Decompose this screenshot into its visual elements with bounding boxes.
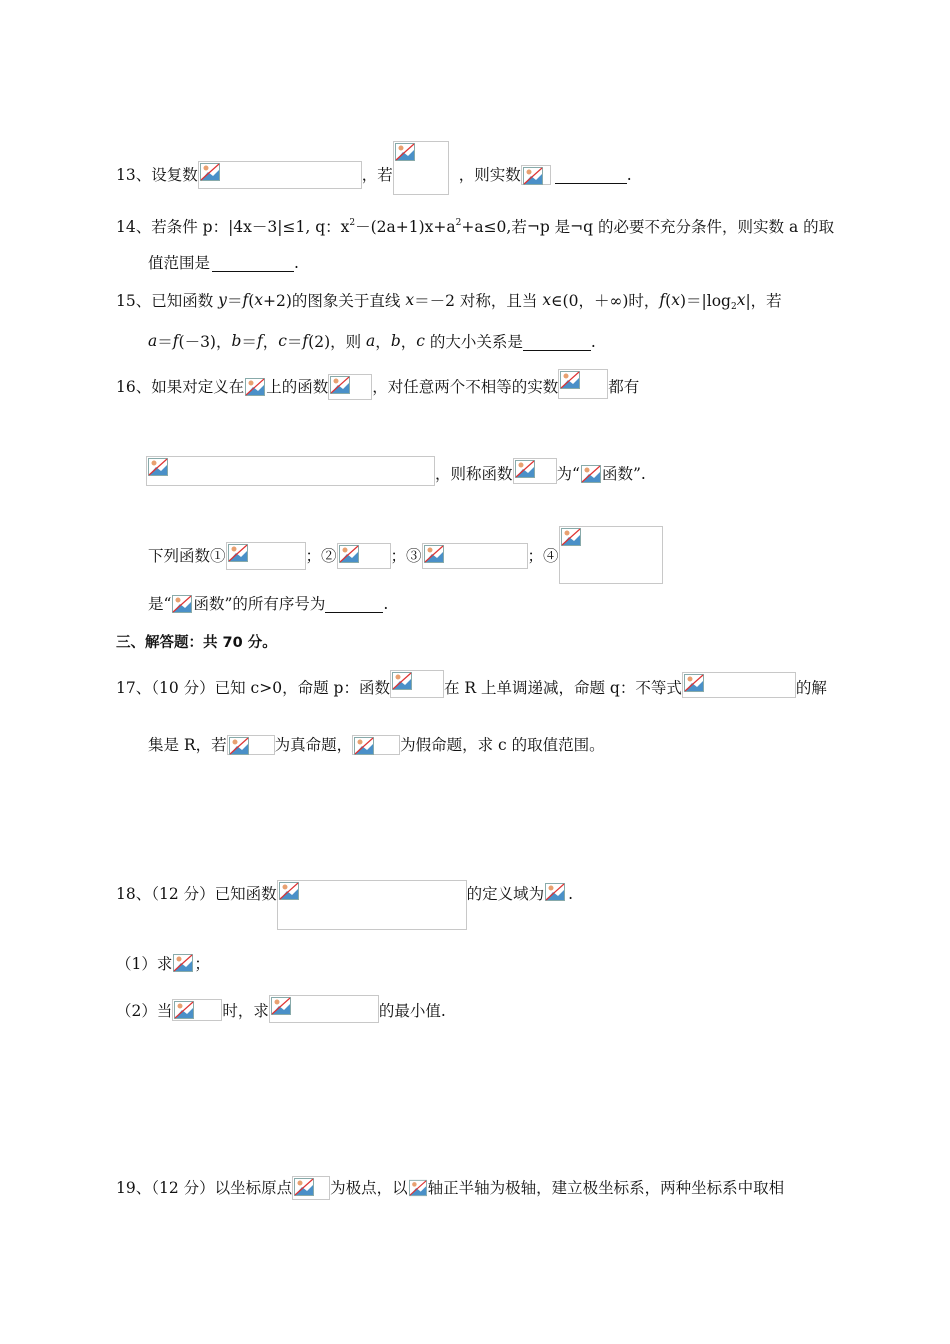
formula-image: [544, 882, 568, 904]
broken-image-icon: [581, 465, 601, 483]
broken-image-icon: [409, 1179, 427, 1197]
text: ；④: [527, 547, 559, 565]
formula-image: [328, 374, 372, 400]
math-var: y: [218, 291, 227, 309]
answer-blank: [325, 596, 383, 613]
formula-image: [337, 543, 391, 569]
formula-image: [277, 880, 467, 930]
broken-image-icon: [545, 883, 565, 901]
broken-image-icon: [279, 882, 299, 900]
formula-image: [352, 735, 400, 755]
text: 为真命题，: [274, 736, 353, 754]
text: 集是 R，若: [148, 736, 227, 754]
broken-image-icon: [354, 737, 374, 755]
text: ＝: [241, 333, 257, 351]
question-13: [116, 141, 632, 195]
text: +a≤0,若¬p 是¬q 的必要不充分条件，则实数 a 的取: [461, 218, 835, 237]
broken-image-icon: [174, 1001, 194, 1019]
text: 的定义域为: [466, 885, 545, 903]
math-var: b: [231, 332, 242, 350]
math-var: x: [254, 291, 264, 309]
formula-image: [422, 543, 528, 569]
text: .: [590, 333, 596, 351]
text: .: [294, 254, 299, 272]
superscript: 2: [349, 218, 356, 228]
formula-image: [513, 458, 557, 484]
formula-image: [580, 464, 602, 484]
broken-image-icon: [560, 371, 580, 389]
question-number: 13、: [116, 166, 152, 184]
math-var: c: [278, 332, 287, 350]
text: ；: [194, 955, 210, 973]
formula-image: [198, 161, 362, 189]
text: ，: [262, 333, 279, 351]
text: 在 R 上单调递减，命题 q：不等式: [443, 679, 682, 697]
text: 如果对定义在: [151, 378, 245, 396]
question-15-line-2: [148, 330, 596, 353]
formula-image: [682, 672, 796, 698]
broken-image-icon: [523, 167, 543, 185]
formula-image: [171, 594, 193, 614]
text: (2)，则: [308, 333, 367, 351]
text: ，: [400, 333, 417, 351]
answer-blank: [212, 255, 294, 272]
formula-image: [292, 1176, 330, 1200]
text: （12 分）以坐标原点: [151, 1179, 293, 1197]
question-number: 14、: [116, 218, 152, 237]
formula-image: [559, 526, 663, 584]
math-var: f: [302, 332, 309, 350]
text: 为极点，以: [330, 1179, 408, 1197]
text: 为假命题，求 c 的取值范围。: [400, 736, 605, 754]
text: +2)的图象关于直线: [263, 292, 406, 310]
broken-image-icon: [294, 1178, 314, 1196]
text: 时，求: [222, 1002, 269, 1020]
section-heading: 三、解答题：共 70 分。: [116, 635, 277, 651]
broken-image-icon: [148, 458, 168, 476]
text: 已知函数: [151, 292, 219, 310]
text: )＝|log: [679, 292, 731, 310]
broken-image-icon: [392, 672, 412, 690]
question-18-part-2: [116, 995, 446, 1023]
broken-image-icon: [271, 997, 291, 1015]
text: (: [665, 292, 672, 310]
text: 函数”.: [601, 465, 646, 483]
question-16-line-4: [148, 592, 388, 615]
text: ，则实数: [458, 166, 521, 184]
math-var: x: [405, 291, 415, 309]
math-var: f: [172, 332, 179, 350]
text: 函数”的所有序号为: [193, 595, 326, 613]
formula-image: [393, 141, 449, 195]
text: ，对任意两个不相等的实数: [372, 378, 559, 396]
math-var: x: [671, 291, 680, 309]
broken-image-icon: [684, 674, 704, 692]
text: (: [248, 292, 255, 310]
text: －(2a+1)x+a: [355, 218, 456, 237]
math-var: f: [659, 291, 666, 309]
broken-image-icon: [172, 595, 192, 613]
text: ，则称函数: [435, 465, 513, 483]
broken-image-icon: [330, 376, 350, 394]
text: 轴正半轴为极轴，建立极坐标系，两种坐标系中取相: [427, 1179, 785, 1197]
question-17-line-1: [116, 670, 827, 699]
text: （10 分）已知 c>0，命题 p：函数: [151, 679, 390, 697]
text: （2）当: [116, 1002, 173, 1020]
broken-image-icon: [561, 528, 581, 546]
broken-image-icon: [395, 143, 415, 161]
math-var: f: [256, 332, 263, 350]
text: 是“: [148, 595, 172, 613]
text: （12 分）已知函数: [151, 885, 277, 903]
text: 设复数: [151, 166, 198, 184]
text: 值范围是: [148, 254, 211, 272]
broken-image-icon: [515, 460, 535, 478]
answer-blank: [523, 334, 591, 351]
text: ；③: [390, 547, 422, 565]
question-18-line-1: [116, 880, 573, 930]
answer-blank: [555, 167, 627, 184]
text: (－3)，: [178, 333, 232, 351]
question-17-line-2: [148, 733, 605, 756]
math-var: a: [366, 332, 376, 350]
formula-image: [408, 1178, 428, 1198]
question-18-part-1: [116, 952, 210, 975]
question-number: 17、: [116, 679, 152, 697]
broken-image-icon: [228, 544, 248, 562]
math-var: f: [242, 291, 249, 309]
question-14-line-1: [116, 212, 834, 238]
text: |，若: [745, 292, 782, 310]
question-16-line-1: [116, 369, 639, 400]
superscript: 2: [455, 218, 462, 228]
text: .: [383, 595, 389, 613]
question-number: 19、: [116, 1179, 152, 1197]
text: ，: [375, 333, 391, 351]
question-19-line-1: [116, 1176, 784, 1200]
broken-image-icon: [339, 545, 359, 563]
question-16-line-2: [146, 456, 646, 486]
text: ＝: [157, 333, 173, 351]
text: 下列函数①: [148, 547, 226, 565]
formula-image: [227, 735, 275, 755]
math-var: c: [416, 332, 425, 350]
text: 的解: [795, 679, 827, 697]
formula-image: [558, 369, 608, 399]
question-16-line-3: [148, 526, 663, 584]
formula-image: [269, 995, 379, 1023]
text: ∈(0，＋∞)时，: [551, 292, 660, 310]
formula-image: [172, 999, 222, 1021]
subscript: 2: [730, 302, 737, 313]
broken-image-icon: [173, 954, 193, 972]
text: ＝: [286, 333, 303, 351]
broken-image-icon: [229, 737, 249, 755]
text: ＝: [226, 292, 243, 310]
text: 的大小关系是: [424, 333, 523, 351]
formula-image: [146, 456, 435, 486]
text: 都有: [608, 378, 640, 396]
math-var: b: [390, 332, 401, 350]
math-var: x: [736, 291, 746, 309]
formula-image: [390, 670, 444, 698]
question-number: 16、: [116, 378, 152, 396]
text: （1）求: [116, 955, 173, 973]
formula-image: [172, 953, 194, 975]
text: .: [626, 166, 632, 184]
broken-image-icon: [424, 545, 444, 563]
math-var: a: [148, 332, 158, 350]
broken-image-icon: [200, 163, 220, 181]
question-number: 18、: [116, 885, 152, 903]
text: ，若: [361, 166, 393, 184]
math-var: x: [542, 291, 552, 309]
text: ；②: [305, 547, 337, 565]
formula-image: [226, 542, 306, 570]
text: 的最小值.: [378, 1002, 446, 1020]
text: 上的函数: [266, 378, 329, 396]
text: 为“: [556, 465, 580, 483]
question-14-line-2: [148, 251, 299, 274]
broken-image-icon: [245, 378, 265, 396]
formula-image: [244, 377, 266, 397]
text: 若条件 p：|4x－3|≤1, q：x: [151, 218, 350, 237]
text: .: [568, 885, 574, 903]
question-15-line-1: [116, 289, 782, 318]
text: ＝－2 对称，且当: [414, 292, 543, 310]
question-number: 15、: [116, 292, 152, 310]
formula-image: [521, 165, 551, 185]
